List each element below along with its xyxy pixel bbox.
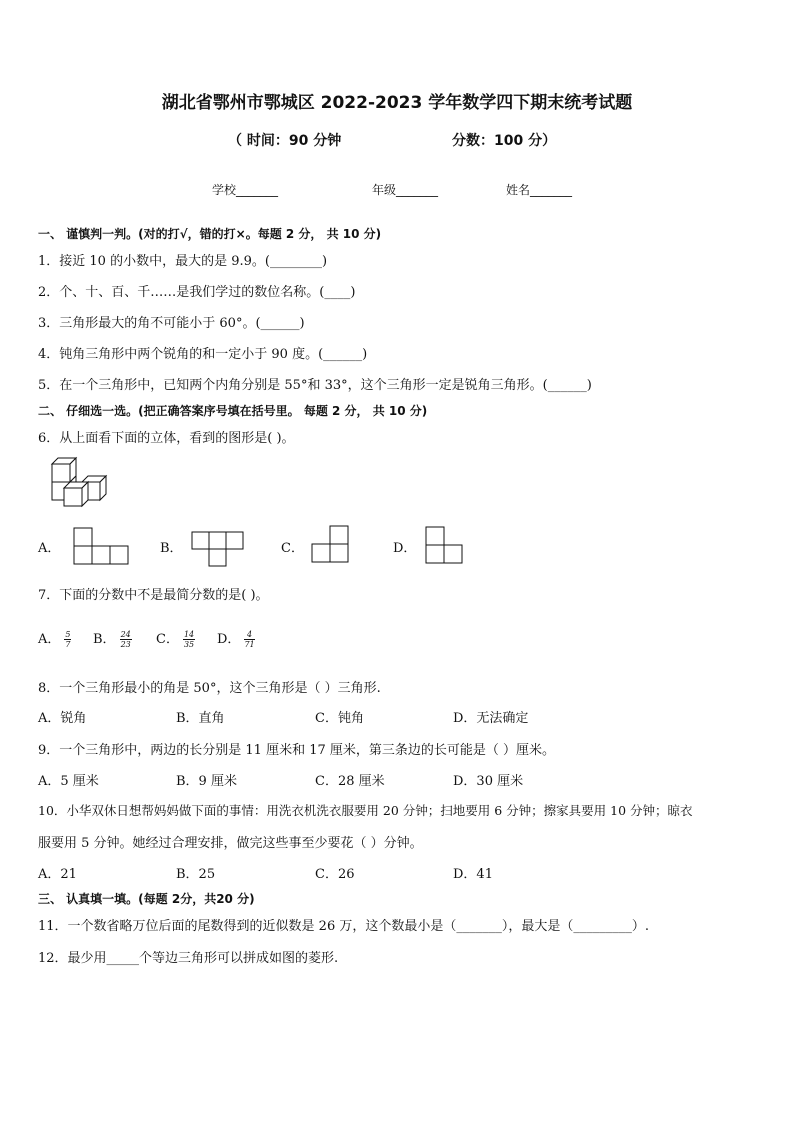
- q8-option-c: C．钝角: [315, 711, 364, 726]
- q6-option-d-label: D．: [393, 541, 417, 556]
- q6-option-d-figure: [426, 527, 462, 563]
- q7-option-b-denominator: 23: [120, 640, 131, 649]
- q6-option-b-figure: [192, 532, 243, 566]
- question-4: 4．钝角三角形中两个锐角的和一定小于 90 度。(______): [38, 347, 368, 362]
- grade-field: 年级_______: [372, 183, 439, 197]
- q10-option-d: D．41: [453, 867, 493, 882]
- question-6: 6．从上面看下面的立体，看到的图形是( )。: [38, 431, 295, 446]
- page-title: 湖北省鄂州市鄂城区 2022-2023 学年数学四下期末统考试题: [161, 93, 633, 113]
- question-11: 11．一个数省略万位后面的尾数得到的近似数是 26 万，这个数最小是（_______），最大是（_________）.: [38, 919, 649, 934]
- exam-score: 分数：100 分）: [452, 133, 557, 149]
- question-8: 8．一个三角形最小的角是 50°，这个三角形是（ ）三角形.: [38, 681, 381, 696]
- q7-option-b-numerator: 24: [120, 630, 131, 639]
- question-3: 3．三角形最大的角不可能小于 60°。(______): [38, 316, 305, 331]
- question-12: 12．最少用_____个等边三角形可以拼成如图的菱形.: [38, 951, 339, 966]
- q7-option-d-label: D．: [217, 632, 241, 647]
- question-5: 5．在一个三角形中，已知两个内角分别是 55°和 33°，这个三角形一定是锐角三角形。(______): [38, 378, 592, 393]
- q7-option-a-denominator: 7: [65, 640, 71, 649]
- q6-option-c-label: C．: [281, 541, 304, 556]
- question-9: 9．一个三角形中，两边的长分别是 11 厘米和 17 厘米，第三条边的长可能是（ ）厘米。: [38, 743, 556, 758]
- name-field: 姓名_______: [506, 183, 573, 197]
- q8-option-a: A．锐角: [38, 711, 87, 726]
- q9-option-b: B．9 厘米: [176, 774, 237, 789]
- q7-option-b: [93, 628, 132, 649]
- q6-option-b-label: B．: [160, 541, 183, 556]
- school-field: 学校_______: [212, 183, 279, 197]
- q6-option-c-figure: [312, 526, 348, 562]
- q9-option-c: C．28 厘米: [315, 774, 385, 789]
- q10-option-c: C．26: [315, 867, 355, 882]
- q6-option-a-label: A．: [38, 541, 61, 556]
- q7-option-b-fraction: [120, 630, 132, 649]
- cube-stack-figure: [48, 456, 114, 506]
- q8-option-b: B．直角: [176, 711, 225, 726]
- q7-option-a-label: A．: [38, 632, 61, 647]
- q7-option-d: [217, 628, 255, 649]
- q8-option-d: D．无法确定: [453, 711, 529, 726]
- q9-option-a: A．5 厘米: [38, 774, 99, 789]
- q7-option-c: [156, 628, 195, 649]
- q7-option-a: [38, 628, 71, 649]
- q7-option-d-denominator: 71: [244, 640, 255, 649]
- q7-option-c-denominator: 35: [183, 640, 195, 649]
- section-2-heading: 二、 仔细选一选。(把正确答案序号填在括号里。 每题 2 分， 共 10 分): [38, 404, 428, 418]
- q7-option-c-label: C．: [156, 632, 179, 647]
- question-2: 2．个、十、百、千……是我们学过的数位名称。(____): [38, 285, 356, 300]
- exam-time: （ 时间：90 分钟: [228, 133, 342, 149]
- q7-option-c-fraction: [183, 630, 195, 649]
- question-10-line-2: 服要用 5 分钟。她经过合理安排，做完这些事至少要花（ ）分钟。: [38, 836, 423, 851]
- question-1: 1．接近 10 的小数中，最大的是 9.9。(________): [38, 254, 328, 269]
- q7-option-d-fraction: [244, 630, 254, 649]
- q6-option-a-figure: [74, 528, 128, 564]
- q7-option-c-numerator: 14: [183, 630, 195, 639]
- q9-option-d: D．30 厘米: [453, 774, 524, 789]
- q7-option-d-numerator: 4: [244, 630, 254, 640]
- q7-option-b-label: B．: [93, 632, 116, 647]
- q10-option-b: B．25: [176, 867, 216, 882]
- q7-option-a-fraction: [64, 630, 71, 649]
- question-7: 7．下面的分数中不是最简分数的是( )。: [38, 588, 269, 603]
- q7-option-a-numerator: 5: [65, 630, 71, 639]
- q10-option-a: A．21: [38, 867, 77, 882]
- section-3-heading: 三、 认真填一填。(每题 2分，共20 分): [38, 892, 255, 906]
- section-1-heading: 一、 谨慎判一判。(对的打√，错的打×。每题 2 分， 共 10 分): [38, 227, 382, 241]
- question-10-line-1: 10．小华双休日想帮妈妈做下面的事情：用洗衣机洗衣服要用 20 分钟；扫地要用 6 分钟；擦家具要用 10 分钟；晾衣: [38, 803, 693, 818]
